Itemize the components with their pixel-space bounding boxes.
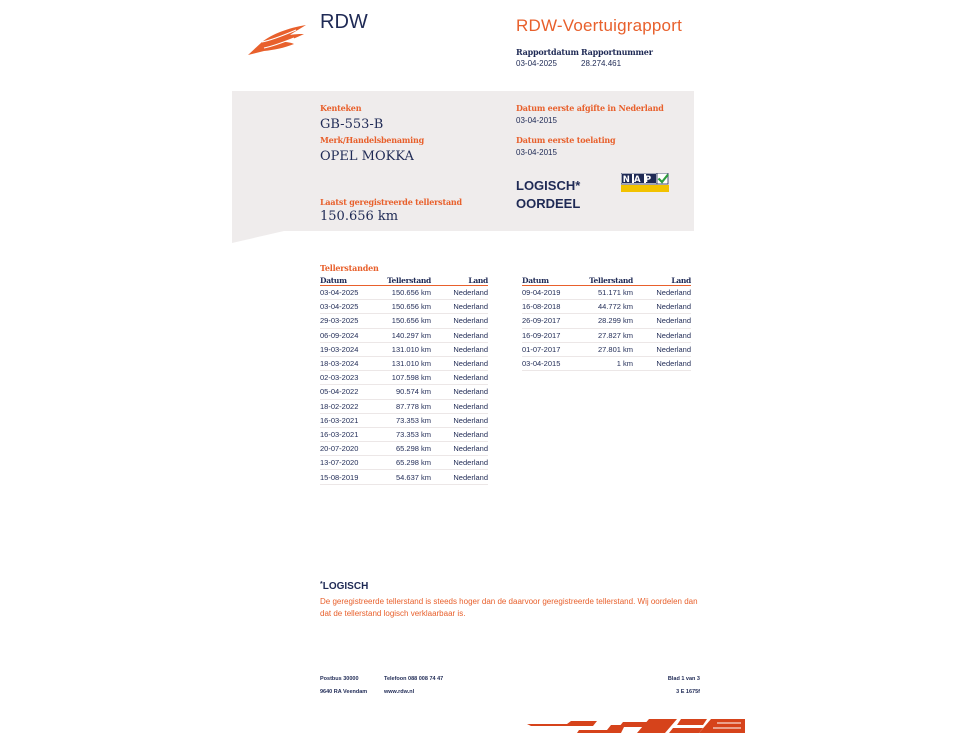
odometer-label: Laatst geregistreerde tellerstand [320,197,462,207]
reading-km: 65.298 km [382,456,431,470]
footer-address2: 9640 RA Veendam [320,689,368,695]
col-country-header: Land [431,276,488,286]
logo-text: RDW [320,11,368,33]
col-reading-header: Tellerstand [382,276,431,286]
reading-km: 54.637 km [382,470,431,484]
reading-country: Nederland [633,342,691,356]
table-row [320,286,488,300]
table-row [320,342,488,356]
table-row [320,427,488,441]
reading-km: 1 km [584,356,633,370]
readings-table-right [522,276,691,371]
report-date-value: 03-04-2025 [516,59,557,68]
table-row [320,314,488,328]
report-number-value: 28.274.461 [581,59,622,68]
table-row [320,413,488,427]
reading-date: 20-07-2020 [320,442,382,456]
table-row [522,314,691,328]
first-nl-value: 03-04-2015 [516,116,557,125]
reading-country: Nederland [633,356,691,370]
reading-country: Nederland [431,356,488,370]
reading-date: 13-07-2020 [320,456,382,470]
reading-km: 44.772 km [584,300,633,314]
reading-country: Nederland [431,342,488,356]
table-row [320,356,488,370]
reading-km: 150.656 km [382,286,431,300]
table-row [522,342,691,356]
reading-country: Nederland [431,286,488,300]
reading-km: 131.010 km [382,356,431,370]
reading-country: Nederland [431,456,488,470]
footer-address1: Postbus 30000 [320,676,359,682]
first-nl-label: Datum eerste afgifte in Nederland [516,103,664,113]
odometer-value: 150.656 km [320,209,399,224]
reading-km: 73.353 km [382,413,431,427]
table-row [320,328,488,342]
reading-country: Nederland [633,328,691,342]
report-title: RDW-Voertuigrapport [516,16,682,35]
col-country-header: Land [633,276,691,286]
reading-country: Nederland [431,300,488,314]
reading-date: 01-07-2017 [522,342,584,356]
reading-km: 90.574 km [382,385,431,399]
reading-date: 05-04-2022 [320,385,382,399]
reading-country: Nederland [431,328,488,342]
note-title-text: LOGISCH [322,581,369,592]
reading-km: 28.299 km [584,314,633,328]
first-admission-value: 03-04-2015 [516,148,557,157]
readings-table-left [320,276,488,485]
rdw-wing-logo-icon [246,22,310,58]
table-row [320,442,488,456]
table-row [320,300,488,314]
reading-km: 150.656 km [382,314,431,328]
reading-country: Nederland [633,300,691,314]
reading-country: Nederland [633,314,691,328]
table-row [320,385,488,399]
reading-country: Nederland [431,470,488,484]
reading-country: Nederland [431,442,488,456]
table-row [320,399,488,413]
reading-date: 03-04-2025 [320,300,382,314]
nap-check-logo-icon [621,173,669,193]
reading-date: 16-03-2021 [320,427,382,441]
note-title [320,581,368,592]
reading-date: 16-08-2018 [522,300,584,314]
note-text: De geregistreerde tellerstand is steeds hoger dan de daarvoor geregistreerde tellerstand. Wij oordelen dan dat de tellerstand logisch verklaarbaar is. [320,597,698,618]
reading-date: 19-03-2024 [320,342,382,356]
reading-km: 51.171 km [584,286,633,300]
reading-km: 140.297 km [382,328,431,342]
col-date-header: Datum [320,276,382,286]
reading-country: Nederland [431,399,488,413]
reading-km: 27.827 km [584,328,633,342]
rdw-stripes-graphic-icon [527,716,747,733]
footer-phone: Telefoon 088 008 74 47 [384,676,444,682]
reading-km: 150.656 km [382,300,431,314]
table-row [320,371,488,385]
note-star: * [320,581,323,588]
reading-date: 29-03-2025 [320,314,382,328]
reading-date: 16-09-2017 [522,328,584,342]
plate-label: Kenteken [320,103,362,113]
reading-date: 03-04-2015 [522,356,584,370]
verdict-line1: LOGISCH* [516,178,581,193]
reading-date: 03-04-2025 [320,286,382,300]
table-row [522,356,691,370]
reading-km: 107.598 km [382,371,431,385]
report-date-label: Rapportdatum [516,47,579,57]
make-value: OPEL MOKKA [320,149,414,164]
reading-km: 87.778 km [382,399,431,413]
reading-date: 16-03-2021 [320,413,382,427]
reading-country: Nederland [431,371,488,385]
reading-date: 09-04-2019 [522,286,584,300]
reading-date: 06-09-2024 [320,328,382,342]
verdict-line2: OORDEEL [516,196,581,211]
first-admission-label: Datum eerste toelating [516,135,616,145]
report-number-label: Rapportnummer [581,47,653,57]
col-date-header: Datum [522,276,584,286]
make-label: Merk/Handelsbenaming [320,135,425,145]
plate-value: GB-553-B [320,117,384,132]
reading-date: 18-03-2024 [320,356,382,370]
reading-date: 18-02-2022 [320,399,382,413]
reading-country: Nederland [633,286,691,300]
col-reading-header: Tellerstand [584,276,633,286]
footer-web: www.rdw.nl [384,689,415,695]
reading-km: 65.298 km [382,442,431,456]
reading-country: Nederland [431,427,488,441]
reading-date: 15-08-2019 [320,470,382,484]
table-row [522,286,691,300]
footer-code: 3 E 1675f [676,689,700,695]
reading-country: Nederland [431,385,488,399]
table-row [522,328,691,342]
vehicle-panel-notch [232,231,284,243]
reading-date: 26-09-2017 [522,314,584,328]
reading-km: 27.801 km [584,342,633,356]
table-row [522,300,691,314]
readings-title: Tellerstanden [320,263,379,273]
verdict [516,177,580,213]
nap-letters: NAP [622,174,656,185]
reading-km: 131.010 km [382,342,431,356]
table-row [320,456,488,470]
reading-country: Nederland [431,413,488,427]
table-row [320,470,488,484]
reading-date: 02-03-2023 [320,371,382,385]
footer-page: Blad 1 van 3 [667,676,700,682]
reading-country: Nederland [431,314,488,328]
reading-km: 73.353 km [382,427,431,441]
